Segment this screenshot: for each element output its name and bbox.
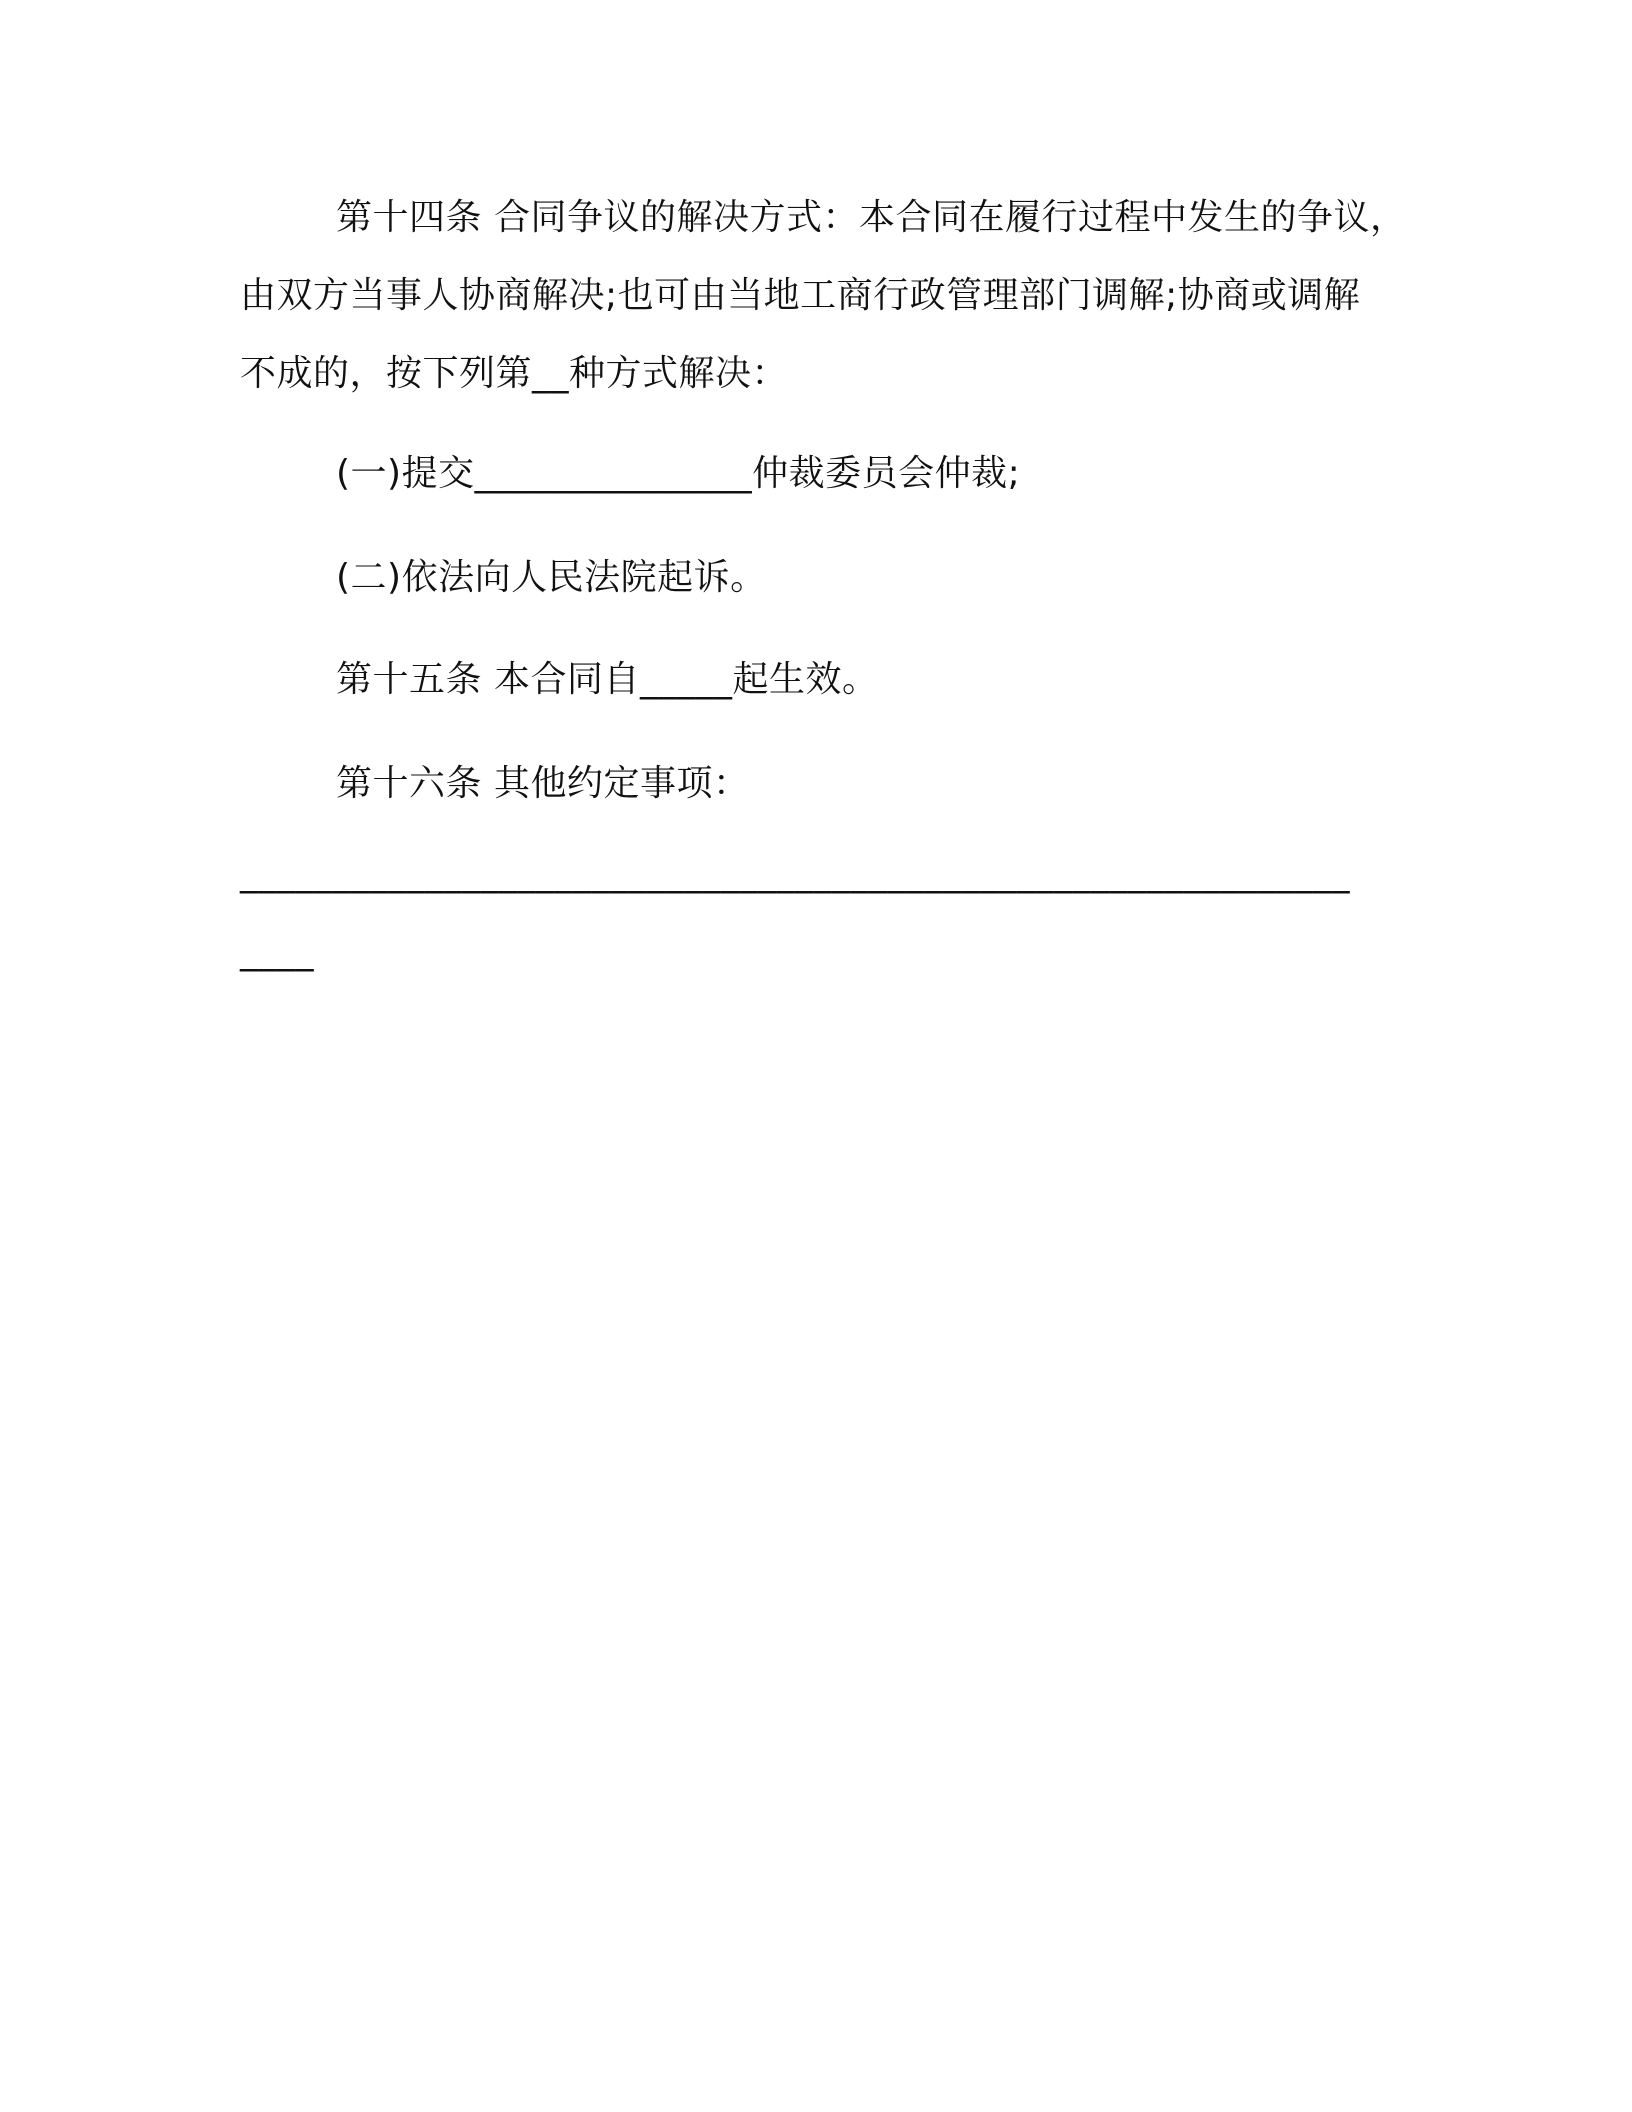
option-1-arbitration: (一)提交_______________仲裁委员会仲裁; (336, 453, 1021, 494)
article-14-line-3: 不成的，按下列第__种方式解决： (240, 353, 789, 394)
article-16: 第十六条 其他约定事项： (336, 763, 750, 804)
article-15: 第十五条 本合同自_____起生效。 (336, 659, 879, 700)
blank-line-1: ____________________________________________________________ (240, 853, 1350, 894)
blank-line-2: ____ (240, 931, 314, 972)
article-14-line-2: 由双方当事人协商解决;也可由当地工商行政管理部门调解;协商或调解 (240, 275, 1361, 316)
article-14-line-1: 第十四条 合同争议的解决方式：本合同在履行过程中发生的争议， (336, 197, 1407, 238)
option-2-litigation: (二)依法向人民法院起诉。 (336, 557, 767, 598)
